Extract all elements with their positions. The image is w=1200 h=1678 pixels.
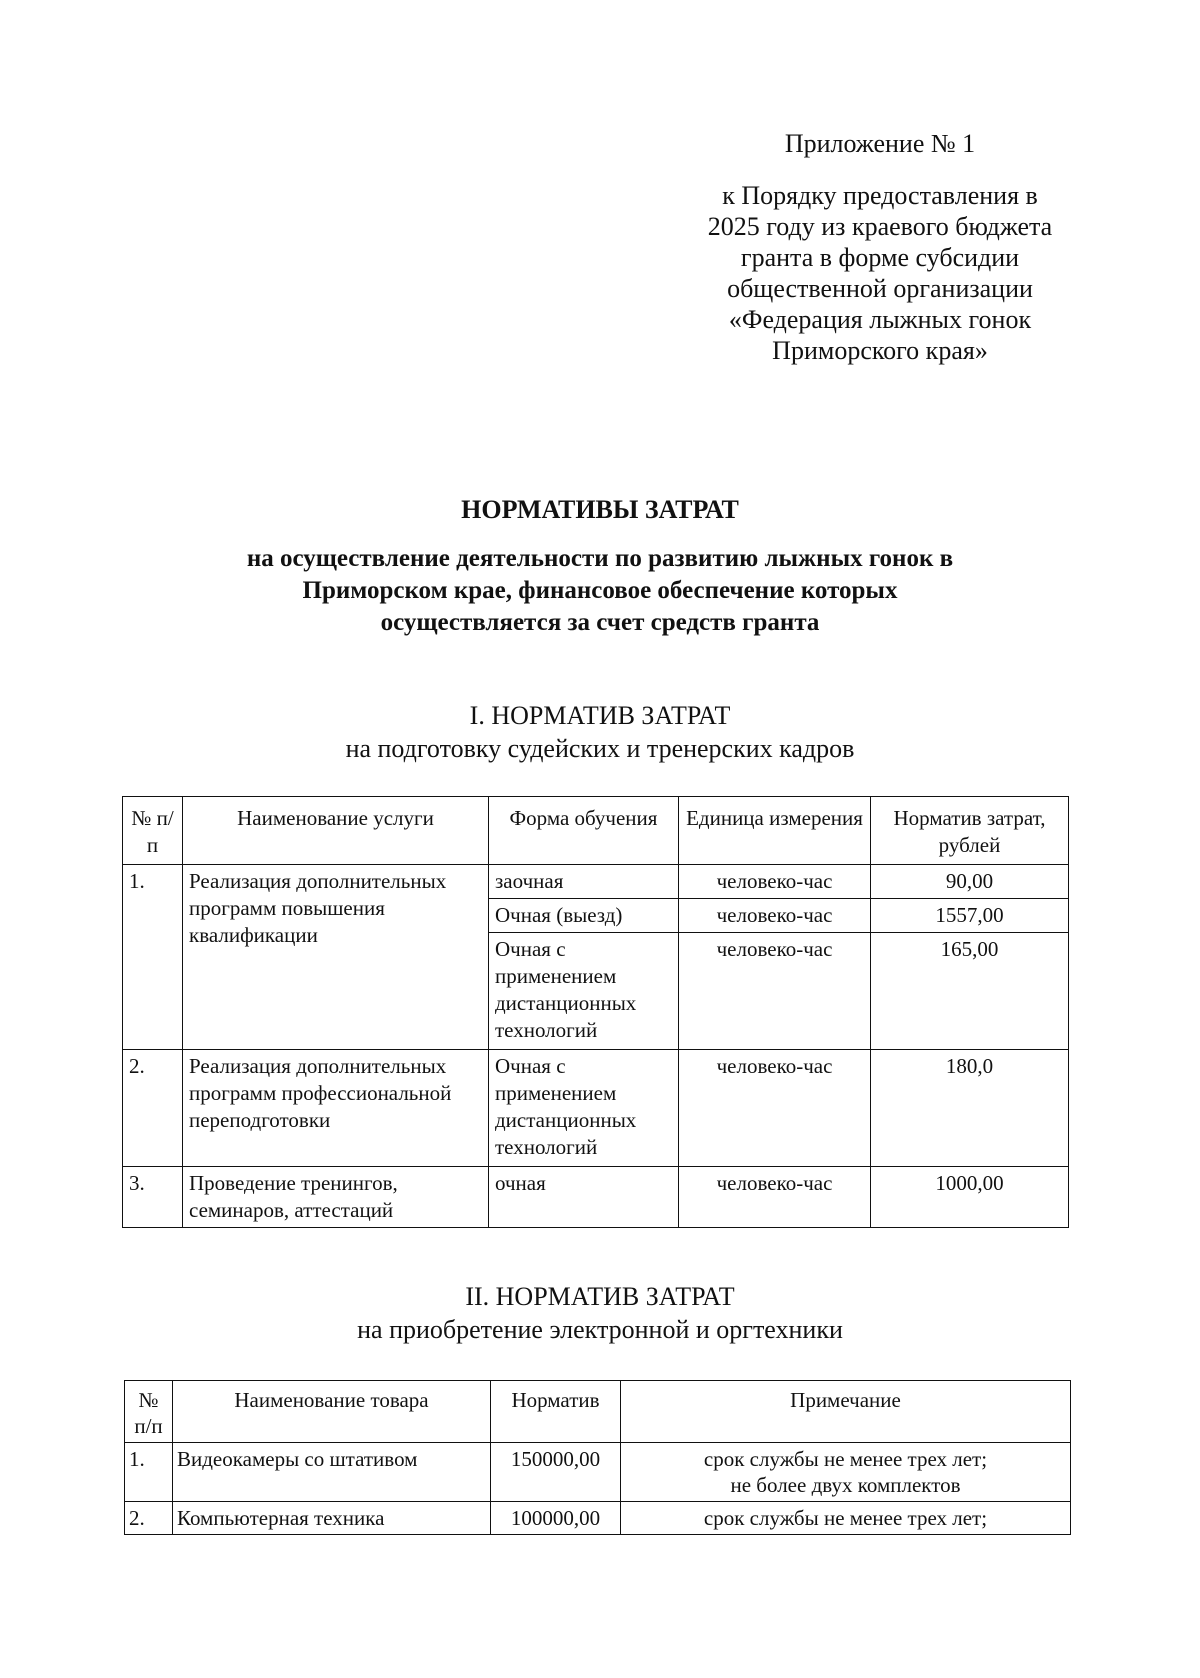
appendix-ref-line: общественной организации — [727, 274, 1033, 303]
norm-value: 1557,00 — [871, 899, 1069, 933]
appendix-ref-line: 2025 году из краевого бюджета — [707, 212, 1053, 241]
unit: человеко-час — [679, 933, 871, 1050]
table-row — [125, 1502, 1071, 1535]
unit: человеко-час — [679, 1167, 871, 1228]
table-header-row — [125, 1381, 1071, 1443]
norm-value: 1000,00 — [871, 1167, 1069, 1228]
table-header-row — [123, 797, 1069, 865]
norm-value: 150000,00 — [491, 1443, 621, 1502]
norm-value: 90,00 — [871, 865, 1069, 899]
header-unit: Единица измерения — [679, 797, 871, 865]
row-number: 1. — [123, 865, 183, 1050]
section2-subheading: на приобретение электронной и оргтехники — [357, 1315, 843, 1344]
table-row — [123, 865, 1069, 899]
row-number: 2. — [123, 1050, 183, 1167]
note — [621, 1502, 1071, 1535]
appendix-ref-line: к Порядку предоставления в — [722, 181, 1038, 210]
unit: человеко-час — [679, 1050, 871, 1167]
note-line: срок службы не менее трех лет; — [703, 1506, 988, 1530]
training-form: заочная — [489, 865, 679, 899]
appendix-title: Приложение № 1 — [784, 129, 976, 158]
unit: человеко-час — [679, 865, 871, 899]
service-name: Реализация дополнительных программ повышения квалификации — [183, 865, 489, 1050]
header-num: № п/п — [123, 797, 183, 865]
note — [621, 1443, 1071, 1502]
header-training-form: Форма обучения — [489, 797, 679, 865]
appendix-ref-line: гранта в форме субсидии — [740, 243, 1020, 272]
header-note: Примечание — [621, 1381, 1071, 1443]
norm-value: 180,0 — [871, 1050, 1069, 1167]
appendix-ref-line: «Федерация лыжных гонок — [728, 305, 1032, 334]
appendix-reference — [680, 180, 1080, 366]
norm-value: 165,00 — [871, 933, 1069, 1050]
row-number: 3. — [123, 1167, 183, 1228]
equipment-costs-table — [124, 1380, 1071, 1535]
product-name: Компьютерная техника — [173, 1502, 491, 1535]
subtitle-line: на осуществление деятельности по развитию лыжных гонок в — [246, 545, 954, 572]
training-form: очная — [489, 1167, 679, 1228]
section1-subheading: на подготовку судейских и тренерских кадров — [345, 734, 855, 763]
row-number: 2. — [125, 1502, 173, 1535]
header-service-name: Наименование услуги — [183, 797, 489, 865]
norm-value: 100000,00 — [491, 1502, 621, 1535]
document-subtitle — [150, 543, 1050, 639]
table-row — [125, 1443, 1071, 1502]
training-form: Очная с применением дистанционных технологий — [489, 933, 679, 1050]
subtitle-line: Приморском крае, финансовое обеспечение которых — [302, 577, 898, 604]
table-row — [123, 1167, 1069, 1228]
document-title: НОРМАТИВЫ ЗАТРАТ — [461, 495, 739, 524]
section2-heading: II. НОРМАТИВ ЗАТРАТ — [465, 1282, 735, 1311]
service-name: Проведение тренингов, семинаров, аттестаций — [183, 1167, 489, 1228]
header-norm: Норматив затрат, рублей — [871, 797, 1069, 865]
subtitle-line: осуществляется за счет средств гранта — [380, 609, 820, 636]
table-row — [123, 1050, 1069, 1167]
training-form: Очная с применением дистанционных технологий — [489, 1050, 679, 1167]
unit: человеко-час — [679, 899, 871, 933]
header-num: № п/п — [125, 1381, 173, 1443]
header-norm: Норматив — [491, 1381, 621, 1443]
section1-heading: I. НОРМАТИВ ЗАТРАТ — [469, 701, 731, 730]
note-line: срок службы не менее трех лет; — [703, 1447, 988, 1471]
service-name: Реализация дополнительных программ профессиональной переподготовки — [183, 1050, 489, 1167]
row-number: 1. — [125, 1443, 173, 1502]
header-product-name: Наименование товара — [173, 1381, 491, 1443]
training-form: Очная (выезд) — [489, 899, 679, 933]
training-costs-table — [122, 796, 1069, 1228]
appendix-ref-line: Приморского края» — [772, 336, 988, 365]
note-line: не более двух комплектов — [730, 1473, 961, 1497]
product-name: Видеокамеры со штативом — [173, 1443, 491, 1502]
